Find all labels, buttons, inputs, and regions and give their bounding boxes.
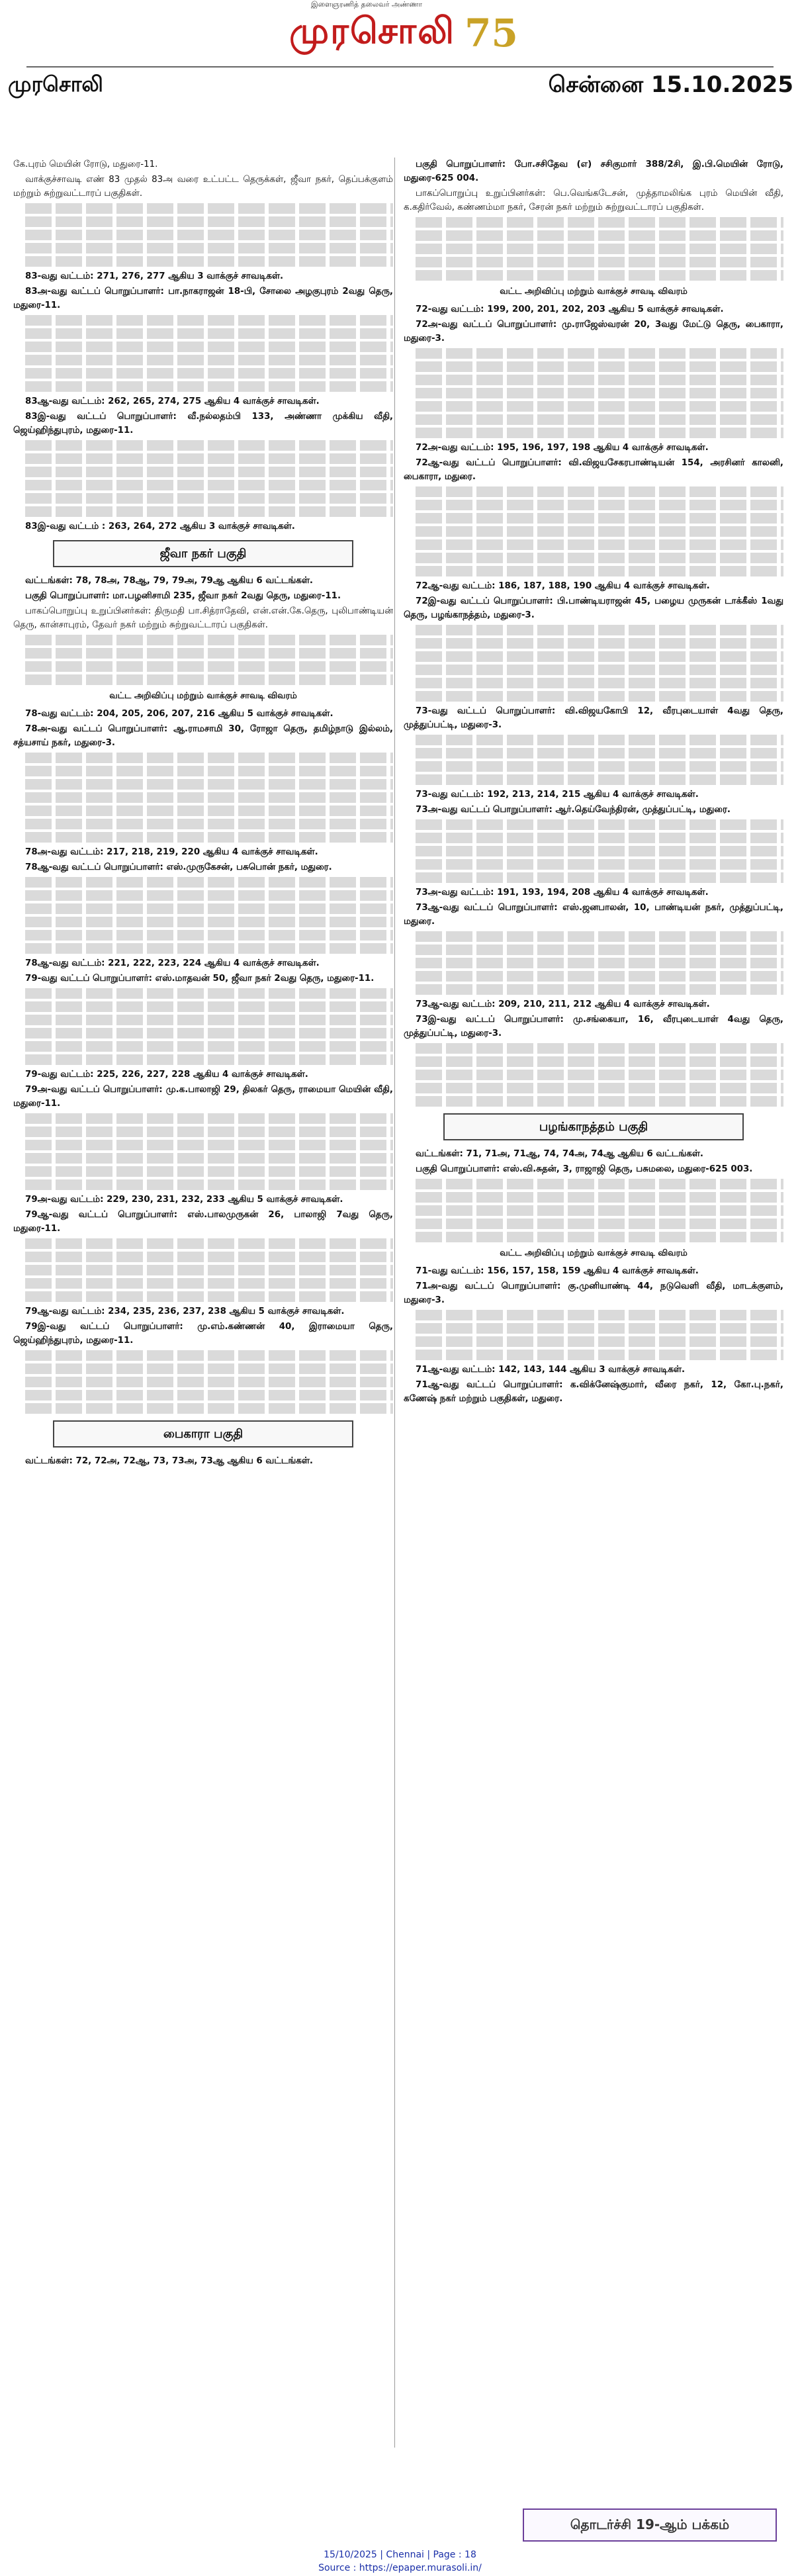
text-lines (25, 792, 393, 803)
text-lines (416, 257, 783, 267)
text-lines (25, 1278, 393, 1289)
area-header-palanganatham: பழங்காநத்தம் பகுதி (443, 1113, 744, 1140)
text-lines (416, 872, 783, 883)
ward-incharge: 79இ-வது வட்டப் பொறுப்பாளர்: மு.எம்.கண்ணன் 40, இராமையா தெரு, ஜெய்ஹிந்துபுரம், மதுரை-11. (13, 1322, 393, 1346)
area-header-paikara: பைகாரா பகுதி (53, 1420, 353, 1448)
text-lines (25, 467, 393, 477)
text-lines (25, 805, 393, 816)
right-column (404, 158, 783, 1407)
footer-date-page: 15/10/2025 | Chennai | Page : 18 (324, 2550, 476, 2560)
text-lines (25, 1291, 393, 1302)
text-lines (416, 638, 783, 649)
text-lines (416, 944, 783, 955)
text-lines (25, 779, 393, 790)
masthead-divider (26, 66, 774, 68)
text-lines (416, 388, 783, 398)
masthead-tagline: இளைஞரணித் தலைவர் அண்ணா (311, 0, 422, 9)
text-lines (25, 1265, 393, 1275)
text-lines (416, 1336, 783, 1347)
text-lines (25, 1166, 393, 1177)
text-lines (416, 691, 783, 702)
area-incharge: பகுதி பொறுப்பாளர்: எஸ்.வி.சுதன், 3, ராஜாஜி தெரு, பசுமலை, மதுரை-625 003. (416, 1164, 753, 1174)
text-lines (25, 1127, 393, 1137)
ward-incharge: 72ஆ-வது வட்டப் பொறுப்பாளர்: வி.விஜயசேகரபாண்டியன் 154, அரசினர் காலனி, பைகாரா, மதுரை. (404, 458, 783, 482)
text-lines (416, 500, 783, 510)
text-lines (25, 1153, 393, 1164)
text-lines (25, 315, 393, 326)
text-lines (25, 674, 393, 685)
ward-booths: 83ஆ-வது வட்டம்: 262, 265, 274, 275 ஆகிய 4 வாக்குச் சாவடிகள். (25, 396, 320, 406)
text-lines (25, 661, 393, 672)
text-lines (25, 988, 393, 999)
text-lines (25, 819, 393, 829)
text-lines (416, 486, 783, 497)
text-lines (25, 328, 393, 339)
text-lines (416, 846, 783, 856)
text-lines (416, 651, 783, 662)
text-lines (416, 1232, 783, 1242)
text-lines (25, 635, 393, 645)
text-lines (25, 648, 393, 659)
text-lines (25, 890, 393, 901)
ward-booths: 78-வது வட்டம்: 204, 205, 206, 207, 216 ஆகிய 5 வாக்குச் சாவடிகள். (25, 709, 333, 719)
text-lines (416, 761, 783, 772)
text-paragraph: கே.புரம் மெயின் ரோடு, மதுரை-11. (13, 160, 158, 169)
ward-list: வட்டங்கள்: 72, 72அ, 72ஆ, 73, 73அ, 73ஆ ஆகிய 6 வட்டங்கள். (25, 1456, 313, 1466)
text-lines (416, 1056, 783, 1067)
text-lines (416, 625, 783, 635)
text-lines (416, 244, 783, 254)
ward-booths: 78ஆ-வது வட்டம்: 221, 222, 223, 224 ஆகிய 4 வாக்குச் சாவடிகள். (25, 958, 320, 968)
ward-booths: 79-வது வட்டம்: 225, 226, 227, 228 ஆகிய 4 வாக்குச் சாவடிகள். (25, 1070, 308, 1080)
footer-source-link[interactable]: Source : https://epaper.murasoli.in/ (318, 2563, 482, 2573)
ward-incharge: 83அ-வது வட்டப் பொறுப்பாளர்: பா.நாகராஜன் 18-பி, சோலை அழகுபுரம் 2வது தெரு, மதுரை-11. (13, 287, 393, 310)
text-lines (416, 833, 783, 843)
notice-heading: வட்ட அறிவிப்பு மற்றும் வாக்குச் சாவடி விவரம் (500, 1248, 688, 1258)
paper-name: முரசொலி (8, 71, 103, 97)
ward-incharge: 73ஆ-வது வட்டப் பொறுப்பாளர்: எஸ்.ஜனபாலன், 10, பாண்டியன் நகர், முத்துப்பட்டி, மதுரை. (404, 903, 783, 927)
text-lines (25, 1377, 393, 1387)
text-lines (25, 216, 393, 227)
text-lines (416, 348, 783, 359)
text-lines (25, 1179, 393, 1190)
masthead (0, 0, 800, 79)
text-lines (25, 930, 393, 941)
text-paragraph: பாகப்பொறுப்பு உறுப்பினர்கள்: பெ.வெங்கடேசன், முத்தாமலிங்க புரம் மெயின் வீதி, க.கதிர்வேல், கண்ணம்மா நகர், சேரன் நகர் மற்றும் சுற்றுவட்டாரப் பகுதிகள். (404, 189, 783, 212)
ward-booths: 73-வது வட்டம்: 192, 213, 214, 215 ஆகிய 4 வாக்குச் சாவடிகள். (416, 790, 699, 800)
text-lines (25, 493, 393, 504)
text-lines (416, 984, 783, 995)
text-lines (416, 1179, 783, 1189)
text-lines (25, 1238, 393, 1249)
text-lines (25, 440, 393, 451)
ward-booths: 78அ-வது வட்டம்: 217, 218, 219, 220 ஆகிய 4 வாக்குச் சாவடிகள். (25, 847, 318, 857)
notice-heading: வட்ட அறிவிப்பு மற்றும் வாக்குச் சாவடி விவரம் (500, 287, 688, 297)
text-lines (25, 1390, 393, 1401)
text-lines (416, 958, 783, 968)
text-lines (25, 903, 393, 914)
ward-booths: 72அ-வது வட்டம்: 195, 196, 197, 198 ஆகிய 4 வாக்குச் சாவடிகள். (416, 443, 709, 453)
text-lines (416, 774, 783, 785)
text-lines (25, 243, 393, 253)
text-paragraph: பாகப்பொறுப்பு உறுப்பினர்கள்: திருமதி பா.சித்ராதேவி, என்.என்.கே.தெரு, புலிபாண்டியன் தெரு, கான்சாபுரம், தேவர் நகர் மற்றும் சுற்றுவட்டாரப் பகுதிகள். (13, 606, 393, 630)
text-lines (25, 203, 393, 214)
logo-text: முரசொலி (289, 9, 456, 52)
text-paragraph: வாக்குச்சாவடி எண் 83 முதல் 83அ வரை உட்பட்ட தெருக்கள், ஜீவா நகர், தெப்பக்குளம் மற்றும் சுற்றுவட்டாரப் பகுதிகள். (13, 175, 393, 199)
ward-incharge: 71ஆ-வது வட்டப் பொறுப்பாளர்: க.விக்னேஷ்குமார், வீரை நகர், 12, கோ.பு.நகர், கணேஷ் நகர் மற்றும் பகுதிகள், மதுரை. (404, 1380, 783, 1404)
text-lines (25, 753, 393, 763)
ward-incharge: 79ஆ-வது வட்டப் பொறுப்பாளர்: எஸ்.பாலமுருகன் 26, பாலாஜி 7வது தெரு, மதுரை-11. (13, 1210, 393, 1234)
text-lines (416, 1205, 783, 1216)
text-lines (416, 553, 783, 563)
text-lines (416, 748, 783, 759)
ward-incharge: 79-வது வட்டப் பொறுப்பாளர்: எஸ்.மாதவன் 50, ஜீவா நகர் 2வது தெரு, மதுரை-11. (25, 974, 375, 984)
ward-incharge: 72இ-வது வட்டப் பொறுப்பாளர்: பி.பாண்டியராஜன் 45, பழைய முருகன் டாக்கீஸ் 1வது தெரு, பழங்காநத்தம், மதுரை-3. (404, 596, 783, 620)
ward-list: வட்டங்கள்: 78, 78அ, 78ஆ, 79, 79அ, 79ஆ ஆகிய 6 வட்டங்கள். (25, 576, 313, 586)
ward-incharge: 73இ-வது வட்டப் பொறுப்பாளர்: மு.சங்கையா, 16, வீரபுடையாள் 4வது தெரு, முத்துப்பட்டி, மதுரை-3. (404, 1015, 783, 1038)
text-lines (25, 1054, 393, 1065)
ward-booths: 71-வது வட்டம்: 156, 157, 158, 159 ஆகிய 4 வாக்குச் சாவடிகள். (416, 1266, 699, 1276)
text-lines (25, 877, 393, 888)
text-lines (25, 342, 393, 352)
text-lines (25, 355, 393, 365)
text-lines (25, 943, 393, 954)
ward-incharge: 72அ-வது வட்டப் பொறுப்பாளர்: மு.ராஜேஸ்வரன் 20, 3வது மேட்டு தெரு, பைகாரா, மதுரை-3. (404, 320, 783, 344)
ward-booths: 79அ-வது வட்டம்: 229, 230, 231, 232, 233 ஆகிய 5 வாக்குச் சாவடிகள். (25, 1195, 343, 1205)
notice-heading: வட்ட அறிவிப்பு மற்றும் வாக்குச் சாவடி விவரம் (109, 691, 297, 701)
text-lines (25, 1140, 393, 1150)
area-incharge: பகுதி பொறுப்பாளர்: போ.சசிதேவ (எ) சசிகுமார் 388/2சி, இ.பி.மெயின் ரோடு, மதுரை-625 004. (404, 160, 783, 183)
ward-booths: 72-வது வட்டம்: 199, 200, 201, 202, 203 ஆகிய 5 வாக்குச் சாவடிகள். (416, 304, 724, 314)
text-lines (416, 1070, 783, 1080)
ward-incharge: 73-வது வட்டப் பொறுப்பாளர்: வி.விஜயகோபி 12, வீரபுடையாள் 4வது தெரு, முத்துப்பட்டி, மதுரை-3. (404, 706, 783, 730)
text-lines (416, 1043, 783, 1054)
text-lines (416, 1083, 783, 1093)
continued-on-page-box[interactable]: தொடர்ச்சி 19-ஆம் பக்கம் (523, 2508, 777, 2542)
text-lines (25, 368, 393, 379)
text-lines (25, 766, 393, 776)
text-lines (25, 480, 393, 490)
text-lines (25, 256, 393, 267)
text-lines (416, 526, 783, 537)
ward-list: வட்டங்கள்: 71, 71அ, 71ஆ, 74, 74அ, 74ஆ ஆகிய 6 வட்டங்கள். (416, 1149, 703, 1159)
ward-incharge: 83இ-வது வட்டப் பொறுப்பாளர்: வீ.நல்லதம்பி 133, அண்ணா முக்கிய வீதி, ஜெய்ஹிந்துபுரம், மதுரை-11. (13, 412, 393, 436)
newspaper-logo[interactable] (271, 7, 536, 60)
text-lines (416, 428, 783, 438)
text-lines (416, 1096, 783, 1107)
area-header-jeeva-nagar: ஜீவா நகர் பகுதி (53, 540, 353, 567)
text-lines (416, 859, 783, 870)
page-footer (0, 2548, 800, 2575)
text-lines (416, 513, 783, 524)
ward-booths: 72ஆ-வது வட்டம்: 186, 187, 188, 190 ஆகிய 4 வாக்குச் சாவடிகள். (416, 581, 710, 591)
text-lines (25, 1041, 393, 1052)
text-lines (416, 665, 783, 675)
ward-booths: 73அ-வது வட்டம்: 191, 193, 194, 208 ஆகிய 4 வாக்குச் சாவடிகள். (416, 888, 709, 897)
text-lines (25, 832, 393, 843)
text-lines (416, 539, 783, 550)
ward-booths: 79ஆ-வது வட்டம்: 234, 235, 236, 237, 238 ஆகிய 5 வாக்குச் சாவடிகள். (25, 1307, 345, 1316)
left-column (13, 158, 393, 1469)
text-lines (25, 1350, 393, 1361)
text-lines (25, 230, 393, 240)
text-lines (25, 506, 393, 517)
text-lines (25, 1015, 393, 1025)
text-lines (25, 1403, 393, 1414)
text-lines (416, 375, 783, 385)
ward-incharge: 73அ-வது வட்டப் பொறுப்பாளர்: ஆர்.தெய்வேந்திரன், முத்துப்பட்டி, மதுரை. (416, 805, 731, 815)
text-lines (25, 917, 393, 927)
text-lines (416, 1219, 783, 1229)
text-lines (25, 381, 393, 392)
text-lines (416, 678, 783, 688)
text-lines (416, 270, 783, 281)
text-lines (416, 414, 783, 425)
area-incharge: பகுதி பொறுப்பாளர்: மா.பழனிசாமி 235, ஜீவா நகர் 2வது தெரு, மதுரை-11. (25, 591, 341, 601)
text-lines (416, 931, 783, 942)
text-lines (416, 1310, 783, 1320)
text-lines (25, 1001, 393, 1012)
text-lines (25, 1028, 393, 1038)
text-lines (416, 401, 783, 412)
text-lines (416, 361, 783, 372)
text-lines (416, 971, 783, 982)
text-lines (416, 1192, 783, 1203)
edition-city-date: சென்னை 15.10.2025 (548, 71, 793, 98)
ward-booths: 83-வது வட்டம்: 271, 276, 277 ஆகிய 3 வாக்குச் சாவடிகள். (25, 271, 284, 281)
ward-incharge: 79அ-வது வட்டப் பொறுப்பாளர்: மு.க.பாலாஜி 29, திலகர் தெரு, ராமையா மெயின் வீதி, மதுரை-11. (13, 1085, 393, 1109)
text-lines (416, 1323, 783, 1334)
text-lines (416, 735, 783, 745)
text-lines (25, 1113, 393, 1124)
text-lines (25, 1363, 393, 1374)
ward-incharge: 78ஆ-வது வட்டப் பொறுப்பாளர்: எஸ்.முருகேசன், பசுபொன் நகர், மதுரை. (25, 862, 332, 872)
text-lines (416, 819, 783, 830)
ward-incharge: 78அ-வது வட்டப் பொறுப்பாளர்: ஆ.ராமசாமி 30, ரோஜா தெரு, தமிழ்நாடு இல்லம், சத்யசாய் நகர், மதுரை-3. (13, 724, 393, 748)
text-lines (416, 1350, 783, 1360)
text-lines (416, 217, 783, 228)
text-lines (25, 1252, 393, 1262)
text-lines (25, 453, 393, 464)
text-lines (416, 566, 783, 576)
anniversary-75-emblem: 75 (465, 11, 518, 56)
ward-booths: 71ஆ-வது வட்டம்: 142, 143, 144 ஆகிய 3 வாக்குச் சாவடிகள். (416, 1365, 686, 1375)
ward-booths: 83இ-வது வட்டம் : 263, 264, 272 ஆகிய 3 வாக்குச் சாவடிகள். (25, 522, 295, 531)
text-lines (416, 230, 783, 241)
ward-incharge: 71அ-வது வட்டப் பொறுப்பாளர்: கு.முனியாண்டி 44, நடுவெளி வீதி, மாடக்குளம், மதுரை-3. (404, 1281, 783, 1305)
column-divider (394, 158, 395, 2448)
ward-booths: 73ஆ-வது வட்டம்: 209, 210, 211, 212 ஆகிய 4 வாக்குச் சாவடிகள். (416, 999, 710, 1009)
